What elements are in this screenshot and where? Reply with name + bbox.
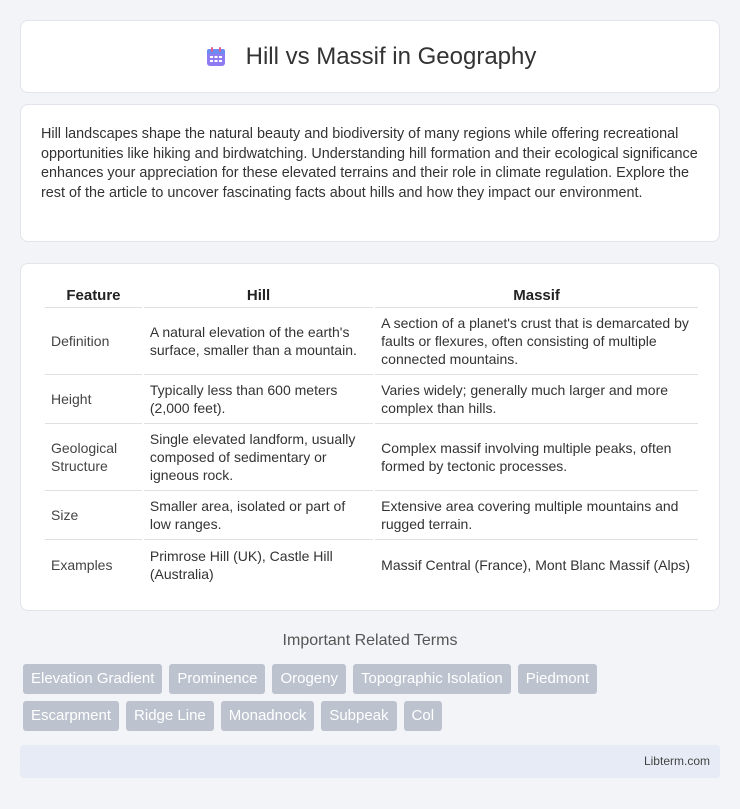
tag-subpeak[interactable]: Subpeak [321,701,396,731]
hill-cell: Primrose Hill (UK), Castle Hill (Australia) [149,547,333,582]
title-card [20,20,720,93]
tag-orogeny[interactable]: Orogeny [272,664,346,694]
feature-cell: Height [45,375,142,424]
header-hill: Hill [144,284,373,308]
footer-link[interactable]: Libterm.com [643,754,710,768]
feature-cell: Size [45,491,142,540]
comparison-table-card [20,263,720,611]
comparison-table [43,284,700,589]
related-terms-title: Important Related Terms [282,632,458,649]
hill-cell: A natural elevation of the earth's surface, smaller than a mountain. [144,308,373,375]
table-row [45,424,698,491]
massif-cell: Varies widely; generally much larger and more complex than hills. [375,375,698,424]
table-row [45,540,698,589]
feature-cell: Definition [45,308,142,375]
calendar-icon [204,45,228,69]
massif-cell: Extensive area covering multiple mountains and rugged terrain. [375,491,698,540]
massif-cell: Complex massif involving multiple peaks, often formed by tectonic processes. [375,424,698,491]
hill-cell: Smaller area, isolated or part of low ranges. [144,491,373,540]
intro-text: Hill landscapes shape the natural beauty and biodiversity of many regions while offering recreational opportunities like hiking and birdwatching. Understanding hill formation and their ecological significance enhances your appreciation for these elevated terrains and their role in climate regulation. Explore the rest of the article to uncover fascinating facts about hills and how they impact our environment. [41,126,698,201]
related-terms-list [23,664,723,738]
massif-cell: Massif Central (France), Mont Blanc Massif (Alps) [381,556,691,573]
header-feature: Feature [45,284,142,308]
page-title: Hill vs Massif in Geography [245,42,537,70]
table-row [45,375,698,424]
hill-cell: Single elevated landform, usually composed of sedimentary or igneous rock. [144,424,373,491]
tag-row [23,664,723,694]
tag-piedmont[interactable]: Piedmont [518,664,597,694]
tag-elevation-gradient[interactable]: Elevation Gradient [23,664,162,694]
hill-cell: Typically less than 600 meters (2,000 feet). [144,375,373,424]
tag-ridge-line[interactable]: Ridge Line [126,701,214,731]
tag-monadnock[interactable]: Monadnock [221,701,315,731]
title-wrap [204,43,537,71]
tag-row [23,701,723,731]
tag-escarpment[interactable]: Escarpment [23,701,119,731]
intro-card [20,104,720,242]
table-row [45,491,698,540]
footer [20,745,720,778]
feature-cell: Examples [51,556,113,573]
tag-col[interactable]: Col [404,701,443,731]
table-header-row [45,284,698,308]
tag-topographic-isolation[interactable]: Topographic Isolation [353,664,511,694]
table-row [45,308,698,375]
massif-cell: A section of a planet's crust that is demarcated by faults or flexures, often consisting of multiple connected mountains. [375,308,698,375]
feature-cell: Geological Structure [45,424,142,491]
header-massif: Massif [375,284,698,308]
tag-prominence[interactable]: Prominence [169,664,265,694]
